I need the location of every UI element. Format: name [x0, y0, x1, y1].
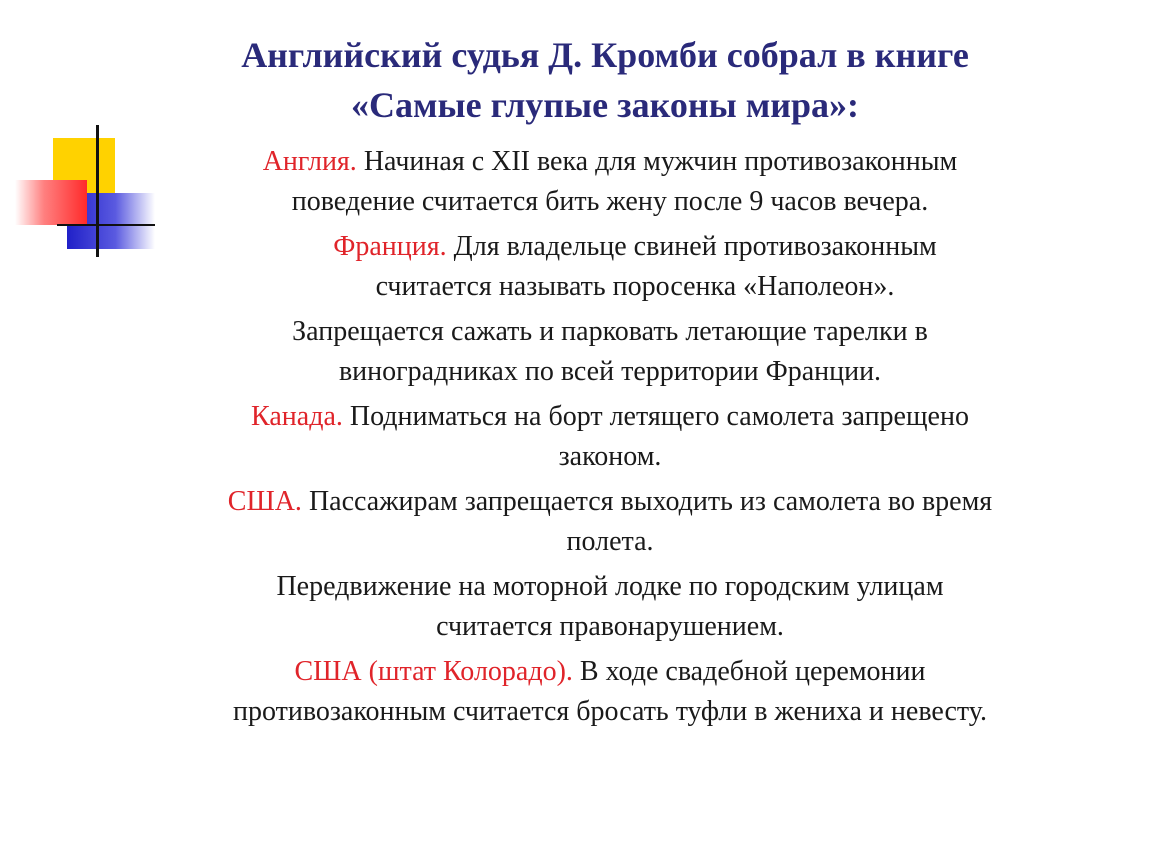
law-text-line: виноградниках по всей территории Франции. [338, 356, 882, 387]
country-label: США (штат Колорадо). [294, 656, 573, 687]
law-text-line: Запрещается сажать и парковать летающие тарелки в [292, 316, 928, 347]
country-label: Англия. [262, 146, 357, 177]
law-usa [95, 482, 1125, 562]
law-england [95, 142, 1125, 222]
page-title [80, 30, 1130, 130]
law-text-line: Начиная с XII века для мужчин противозаконным [356, 146, 958, 177]
country-label: Франция. [333, 231, 447, 262]
law-text-line: Пассажирам запрещается выходить из самолета во время [301, 486, 993, 517]
title-line-1: Английский судья Д. Кромби собрал в книге [241, 35, 969, 75]
law-text-line: полета. [566, 526, 654, 557]
laws-list [95, 142, 1125, 737]
country-label: Канада. [251, 401, 343, 432]
law-text-line: законом. [558, 441, 662, 472]
law-text-line: Подниматься на борт летящего самолета запрещено [342, 401, 969, 432]
law-text-line: считается правонарушением. [436, 611, 784, 642]
law-france [95, 227, 1125, 307]
red-gradient-bar [15, 180, 87, 225]
law-usa-boat [95, 567, 1125, 647]
law-usa-colorado [95, 652, 1125, 732]
title-line-2: «Самые глупые законы мира»: [350, 85, 859, 125]
law-canada [95, 397, 1125, 477]
law-text-line: считается называть поросенка «Наполеон». [375, 271, 895, 302]
country-label: США. [227, 486, 302, 517]
law-text-line: В ходе свадебной церемонии [572, 656, 926, 687]
law-france-ufo [95, 312, 1125, 392]
law-text-line: противозаконным считается бросать туфли в жениха и невесту. [232, 696, 987, 727]
law-text-line: Для владельце свиней противозаконным [446, 231, 937, 262]
law-text-line: Передвижение на моторной лодке по городским улицам [276, 571, 944, 602]
law-text-line: поведение считается бить жену после 9 часов вечера. [291, 186, 929, 217]
